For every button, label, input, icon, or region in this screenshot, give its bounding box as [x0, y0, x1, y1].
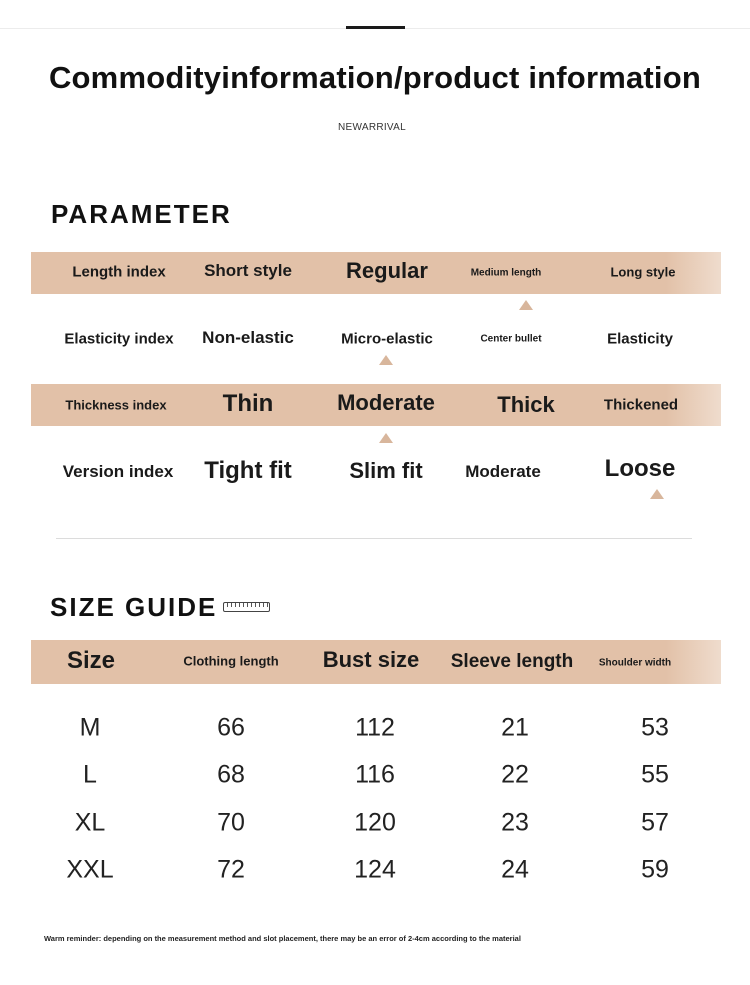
selection-marker-icon: [650, 489, 664, 499]
parameter-option: Moderate: [465, 462, 541, 481]
table-cell: 124: [354, 855, 396, 884]
table-cell: 72: [217, 855, 245, 884]
table-cell: 22: [501, 760, 529, 789]
size-guide-heading: SIZE GUIDE: [50, 592, 218, 622]
selection-marker-icon: [379, 433, 393, 443]
table-cell: 120: [354, 808, 396, 837]
parameter-option: Short style: [204, 261, 292, 280]
page-title: Commodityinformation/product information: [48, 60, 702, 95]
section-divider: [56, 538, 692, 539]
table-cell: 59: [641, 855, 669, 884]
table-cell: XL: [74, 808, 106, 837]
column-header-shoulder-width: Shoulder width: [598, 657, 672, 669]
parameter-heading: PARAMETER: [51, 199, 232, 229]
parameter-option: Thin: [222, 390, 274, 417]
parameter-label: Elasticity index: [64, 330, 174, 348]
parameter-option: Slim fit: [349, 458, 423, 483]
parameter-option-selected: Loose: [604, 455, 676, 482]
parameter-label: Version index: [62, 462, 174, 481]
table-cell: 23: [501, 808, 529, 837]
parameter-option: Non-elastic: [202, 328, 294, 347]
parameter-option: Thickened: [603, 396, 679, 414]
table-cell: 66: [217, 713, 245, 742]
column-header-sleeve-length: Sleeve length: [450, 651, 574, 672]
table-cell: 70: [217, 808, 245, 837]
parameter-option: Thick: [497, 392, 555, 417]
table-cell: 116: [355, 760, 395, 789]
top-accent-dash: [346, 26, 405, 29]
measurement-disclaimer: Warm reminder: depending on the measurement method and slot placement, there may be an error of 2-4cm according to the material: [44, 934, 521, 943]
selection-marker-icon: [379, 355, 393, 365]
parameter-option-selected: Moderate: [337, 390, 435, 415]
table-cell: 53: [641, 713, 669, 742]
ruler-icon: [223, 602, 270, 612]
table-cell: L: [83, 760, 97, 789]
table-cell: M: [79, 713, 101, 742]
parameter-option: Medium length: [470, 267, 542, 279]
parameter-option-selected: Regular: [346, 258, 428, 283]
parameter-option-selected: Micro-elastic: [341, 330, 433, 348]
table-cell: 68: [217, 760, 245, 789]
parameter-option: Long style: [610, 264, 676, 280]
table-cell: XXL: [66, 855, 114, 884]
selection-marker-icon: [519, 300, 533, 310]
parameter-option: Center bullet: [480, 333, 542, 345]
table-cell: 55: [641, 760, 669, 789]
parameter-label: Thickness index: [65, 397, 167, 413]
table-cell: 57: [641, 808, 669, 837]
column-header-bust-size: Bust size: [322, 647, 420, 672]
parameter-option: Tight fit: [204, 457, 292, 484]
column-header-clothing-length: Clothing length: [183, 653, 279, 669]
parameter-option: Elasticity: [607, 330, 673, 348]
parameter-label: Length index: [72, 263, 166, 281]
table-cell: 21: [501, 713, 529, 742]
column-header-size: Size: [66, 647, 116, 674]
table-cell: 112: [355, 713, 395, 742]
table-cell: 24: [501, 855, 529, 884]
page-subtitle: NEWARRIVAL: [337, 122, 406, 133]
